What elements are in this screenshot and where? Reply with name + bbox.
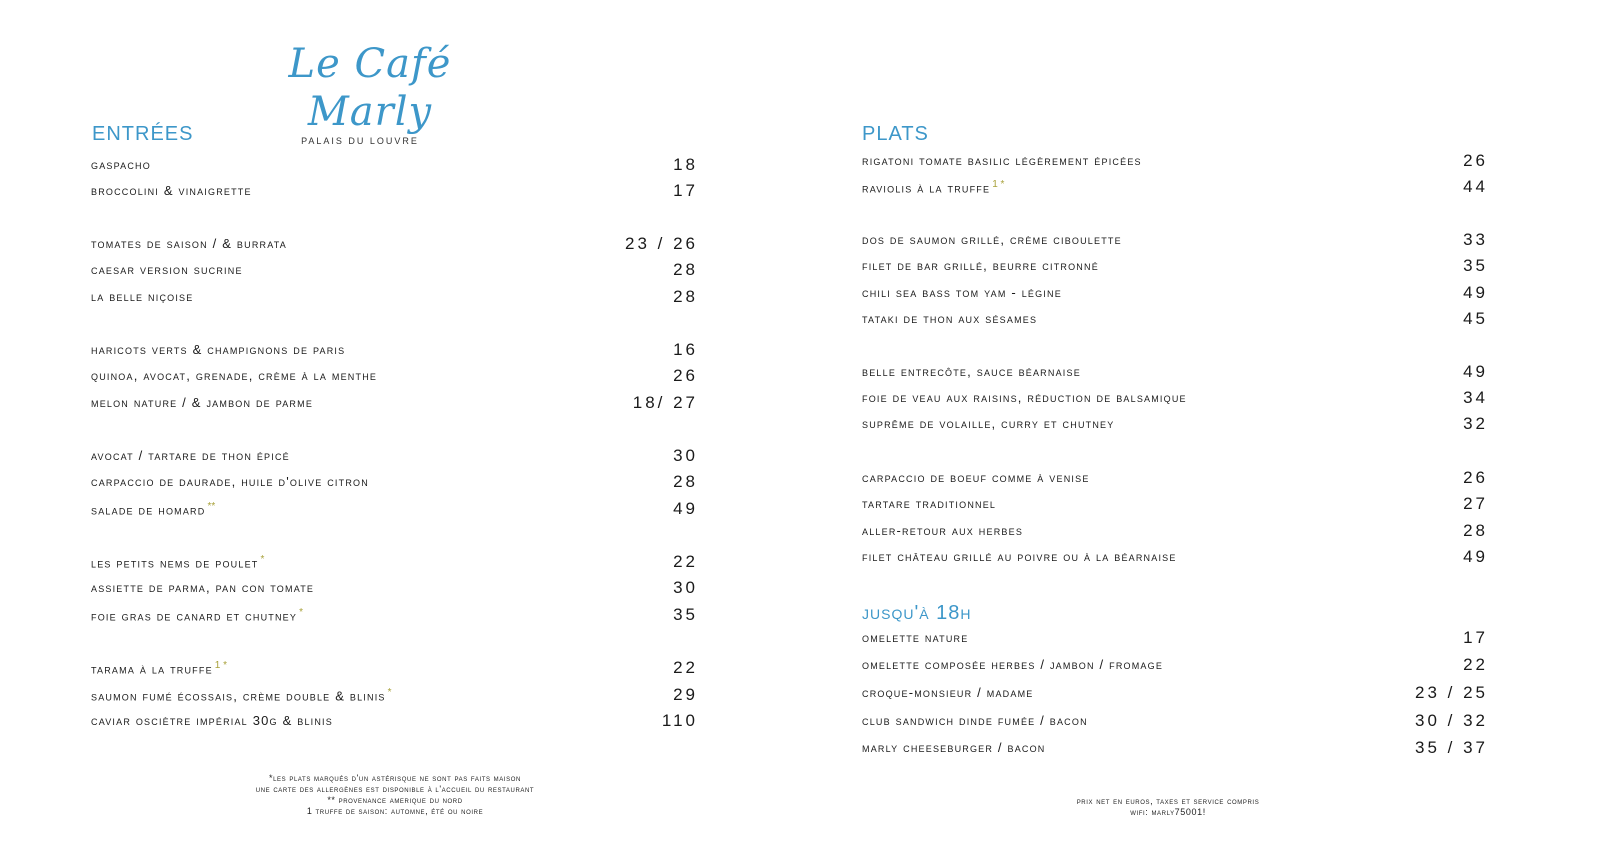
menu-item-price: 18/ 27 — [632, 393, 698, 412]
menu-item — [91, 181, 698, 201]
menu-item-price: 28 — [673, 260, 698, 279]
footnote-mark: 1 * — [214, 660, 228, 671]
footnote-mark: ** — [207, 501, 216, 512]
menu-item — [91, 393, 698, 413]
menu-item — [862, 468, 1488, 488]
menu-item — [91, 340, 698, 360]
footnote-mark: * — [387, 687, 392, 698]
footnote-line: 1 truffe de saison: automne, été ou noire — [306, 806, 484, 816]
menu-item-name: marly cheeseburger / bacon — [862, 740, 1046, 755]
footnotes-right — [1018, 796, 1318, 818]
footnote-line: prix net en euros, taxes et service compris — [1076, 796, 1260, 806]
menu-item-name: tomates de saison / & burrata — [91, 236, 287, 251]
menu-item-price: 30 / 32 — [1415, 711, 1488, 730]
menu-item — [91, 155, 698, 175]
menu-item — [862, 283, 1488, 303]
menu-item-name: tarama à la truffe $^{1 *}$ — [91, 660, 228, 677]
menu-item-name: croque-monsieur / madame — [862, 685, 1034, 700]
menu-item — [862, 177, 1488, 197]
footnote-line: une carte des allergènes est disponible à l'accueil du restaurant — [255, 784, 535, 794]
menu-item — [91, 685, 698, 705]
footnote-line: *les plats marqués d'un astérisque ne sont pas faits maison — [269, 773, 521, 783]
menu-item — [91, 658, 698, 678]
menu-item-name: la belle niçoise — [91, 289, 194, 304]
menu-item-price: 32 — [1463, 414, 1488, 433]
menu-item — [862, 521, 1488, 541]
menu-item-price: 18 — [673, 155, 698, 174]
menu-item-name: raviolis à la truffe $^{1 *}$ — [862, 179, 1005, 196]
footnote-line: wifi: marly75001! — [1130, 807, 1206, 817]
menu-item — [862, 738, 1488, 758]
menu-item — [91, 234, 698, 254]
menu-item-price: 30 — [673, 578, 698, 597]
menu-item-name: melon nature / & jambon de parme — [91, 395, 314, 410]
menu-item — [862, 151, 1488, 171]
menu-item-name: saumon fumé écossais, crème double & blinis * — [91, 687, 392, 704]
section-title-plats: PLATS — [862, 123, 929, 145]
menu-item — [862, 230, 1488, 250]
menu-item-price: 28 — [673, 472, 698, 491]
restaurant-logo — [270, 40, 510, 146]
menu-item-name: caesar version sucrine — [91, 262, 243, 277]
footnote-mark: 1 * — [992, 179, 1005, 190]
menu-item-price: 16 — [673, 340, 698, 359]
menu-item — [862, 547, 1488, 567]
menu-item — [91, 287, 698, 307]
menu-item-price: 29 — [673, 685, 698, 704]
menu-item — [91, 578, 698, 598]
menu-item — [862, 628, 1488, 648]
menu-item-name: foie de veau aux raisins, réduction de balsamique — [862, 390, 1187, 405]
menu-item-price: 49 — [1463, 547, 1488, 566]
menu-item-name: rigatoni tomate basilic légèrement épicées — [862, 153, 1142, 168]
menu-item — [91, 366, 698, 386]
section-title-entrees: ENTRÉES — [92, 123, 194, 145]
menu-item-name: broccolini & vinaigrette — [91, 183, 252, 198]
menu-item-price: 35 / 37 — [1415, 738, 1488, 757]
menu-item-name: salade de homard ** — [91, 501, 216, 518]
menu-item — [862, 683, 1488, 703]
menu-item — [862, 309, 1488, 329]
menu-item-name: caviar osciètre impérial 30g & blinis — [91, 713, 333, 728]
menu-item-price: 28 — [1463, 521, 1488, 540]
menu-item-name: quinoa, avocat, grenade, crème à la menthe — [91, 368, 378, 383]
menu-item — [862, 362, 1488, 382]
menu-item-price: 27 — [1463, 494, 1488, 513]
menu-item — [862, 388, 1488, 408]
menu-item-name: carpaccio de boeuf comme à venise — [862, 470, 1090, 485]
menu-item-name: gaspacho — [91, 157, 151, 172]
menu-item — [91, 472, 698, 492]
menu-item-name: avocat / tartare de thon épicé — [91, 448, 290, 463]
menu-item — [862, 414, 1488, 434]
menu-item-name: filet de bar grillé, beurre citronné — [862, 258, 1099, 273]
menu-item-price: 34 — [1463, 388, 1488, 407]
menu-item-name: chili sea bass tom yam - légine — [862, 285, 1062, 300]
menu-item-name: suprême de volaille, curry et chutney — [862, 416, 1115, 431]
menu-item-price: 23 / 26 — [625, 234, 698, 253]
menu-item-name: les petits nems de poulet * — [91, 554, 265, 571]
menu-item-price: 22 — [673, 658, 698, 677]
menu-item-name: omelette nature — [862, 630, 969, 645]
menu-item-price: 17 — [1463, 628, 1488, 647]
menu-item-price: 22 — [673, 552, 698, 571]
menu-item-price: 35 — [1463, 256, 1488, 275]
footnotes-left — [195, 773, 595, 817]
menu-item-price: 17 — [673, 181, 698, 200]
menu-item-price: 45 — [1463, 309, 1488, 328]
menu-item-name: haricots verts & champignons de paris — [91, 342, 346, 357]
logo-script: Le Café Marly — [288, 41, 452, 135]
menu-item — [91, 499, 698, 519]
menu-item-name: omelette composée herbes / jambon / fromage — [862, 657, 1164, 672]
menu-item-price: 26 — [1463, 151, 1488, 170]
menu-item — [862, 256, 1488, 276]
menu-item — [862, 494, 1488, 514]
menu-item-name: aller-retour aux herbes — [862, 523, 1024, 538]
menu-item-name: assiette de parma, pan con tomate — [91, 580, 315, 595]
menu-item-price: 49 — [673, 499, 698, 518]
menu-item — [862, 711, 1488, 731]
menu-item — [91, 446, 698, 466]
menu-item-price: 44 — [1463, 177, 1488, 196]
menu-item-price: 26 — [1463, 468, 1488, 487]
menu-item-price: 33 — [1463, 230, 1488, 249]
footnote-mark: * — [299, 607, 303, 618]
menu-item-price: 110 — [661, 711, 698, 730]
menu-item-name: tartare traditionnel — [862, 496, 997, 511]
menu-item — [862, 655, 1488, 675]
menu-item-name: carpaccio de daurade, huile d'olive citron — [91, 474, 369, 489]
logo-subtitle: PALAIS DU LOUVRE — [301, 136, 419, 146]
menu-item-price: 23 / 25 — [1415, 683, 1488, 702]
section-title-jusqua: jusqu'à 18h — [862, 602, 972, 624]
menu-item — [91, 260, 698, 280]
menu-item-price: 49 — [1463, 283, 1488, 302]
menu-item — [91, 605, 698, 625]
footnote-line: ** provenance amerique du nord — [327, 795, 463, 805]
menu-item — [91, 552, 698, 572]
menu-item — [91, 711, 698, 731]
menu-item-name: belle entrecôte, sauce béarnaise — [862, 364, 1081, 379]
menu-item-name: tataki de thon aux sésames — [862, 311, 1038, 326]
footnote-mark: * — [260, 554, 265, 565]
menu-item-name: foie gras de canard et chutney * — [91, 607, 303, 624]
menu-item-price: 35 — [673, 605, 698, 624]
menu-item-price: 49 — [1463, 362, 1488, 381]
menu-item-price: 30 — [673, 446, 698, 465]
menu-item-price: 22 — [1463, 655, 1488, 674]
menu-item-name: club sandwich dinde fumée / bacon — [862, 713, 1088, 728]
menu-item-price: 28 — [673, 287, 698, 306]
menu-item-price: 26 — [673, 366, 698, 385]
menu-item-name: filet château grillé au poivre ou à la béarnaise — [862, 549, 1177, 564]
menu-item-name: dos de saumon grillé, crème ciboulette — [862, 232, 1122, 247]
